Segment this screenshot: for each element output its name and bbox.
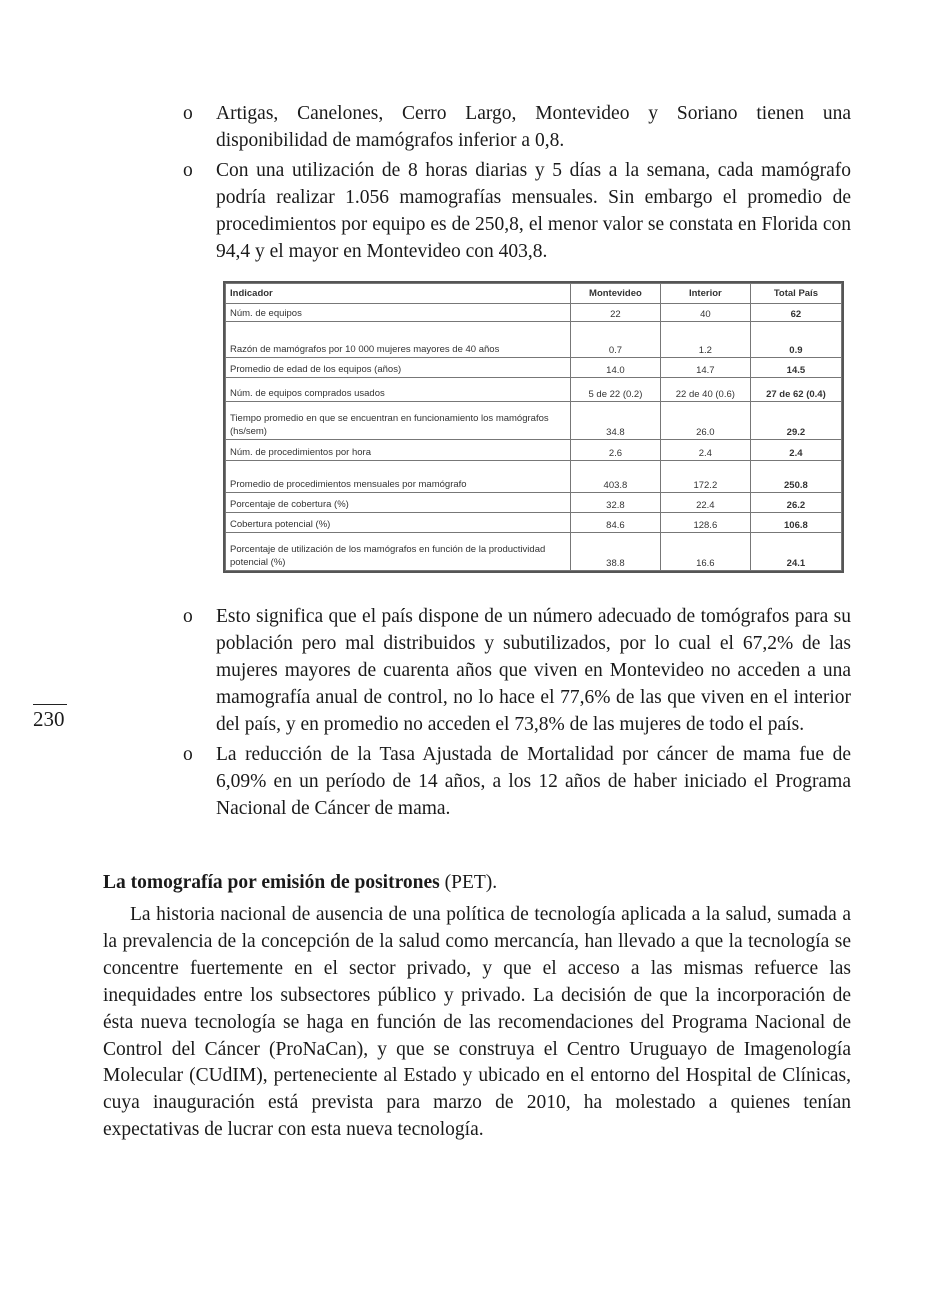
col-header-montevideo: Montevideo	[570, 284, 660, 304]
indicator-cell: Núm. de equipos	[226, 304, 571, 322]
interior-cell: 40	[660, 304, 750, 322]
total-cell: 0.9	[750, 322, 841, 358]
body-paragraph: La historia nacional de ausencia de una política de tecnología aplicada a la salud, sumada a la prevalencia de la concepción de la salud como mercancía, han llevado a que la tecnología se concentre fuertemente en el sector privado, y que el acceso a las mismas refuerce las inequidades entre los subsectores público y privado. La decisión de que la incorporación de ésta nueva tecnología se haga en función de las recomendaciones del Programa Nacional de Control del Cáncer (ProNaCan), y que se construya el Centro Uruguayo de Imagenología Molecular (CUdIM), perteneciente al Estado y ubicado en el entorno del Hospital de Clínicas, cuya inauguración está prevista para marzo de 2010, ha molestado a quienes tenían expectativas de lucrar con esta nueva tecnología.	[103, 904, 851, 1141]
col-header-indicator: Indicador	[226, 284, 571, 304]
indicators-table	[225, 283, 842, 571]
interior-cell: 2.4	[660, 440, 750, 460]
indicator-cell: Razón de mamógrafos por 10 000 mujeres mayores de 40 años	[226, 322, 571, 358]
total-cell: 24.1	[750, 532, 841, 570]
indicator-cell: Núm. de procedimientos por hora	[226, 440, 571, 460]
total-cell: 250.8	[750, 460, 841, 492]
bullet-list-bottom	[183, 603, 851, 825]
interior-cell: 14.7	[660, 358, 750, 378]
col-header-total: Total País	[750, 284, 841, 304]
table-row	[226, 492, 842, 512]
bullet-item	[183, 157, 851, 265]
bullet-item	[183, 100, 851, 154]
bullet-item	[183, 603, 851, 738]
montevideo-cell: 84.6	[570, 512, 660, 532]
total-cell: 106.8	[750, 512, 841, 532]
total-cell: 2.4	[750, 440, 841, 460]
indicator-cell: Porcentaje de utilización de los mamógrafos en función de la productividad potencial (%)	[226, 532, 571, 570]
bullet-text: Esto significa que el país dispone de un número adecuado de tomógrafos para su población pero mal distribuidos y subutilizados, por lo cual el 67,2% de las mujeres mayores de cuarenta años que viven en Montevideo no acceden a una mamografía anual de control, no lo hace el 77,6% de las que viven en el interior del país, y en promedio no acceden el 73,8% de las mujeres de todo el país.	[216, 606, 851, 735]
montevideo-cell: 32.8	[570, 492, 660, 512]
total-cell: 27 de 62 (0.4)	[750, 378, 841, 402]
montevideo-cell: 403.8	[570, 460, 660, 492]
indicator-cell: Núm. de equipos comprados usados	[226, 378, 571, 402]
table-row	[226, 322, 842, 358]
interior-cell: 128.6	[660, 512, 750, 532]
table-row	[226, 402, 842, 440]
interior-cell: 172.2	[660, 460, 750, 492]
table-header-row	[226, 284, 842, 304]
table-row	[226, 378, 842, 402]
table-row	[226, 460, 842, 492]
indicator-cell: Porcentaje de cobertura (%)	[226, 492, 571, 512]
indicators-table-image	[223, 281, 844, 573]
montevideo-cell: 2.6	[570, 440, 660, 460]
total-cell: 26.2	[750, 492, 841, 512]
page-number: 230	[33, 707, 65, 731]
indicator-cell: Promedio de edad de los equipos (años)	[226, 358, 571, 378]
interior-cell: 22.4	[660, 492, 750, 512]
indicator-cell: Promedio de procedimientos mensuales por mamógrafo	[226, 460, 571, 492]
col-header-interior: Interior	[660, 284, 750, 304]
montevideo-cell: 5 de 22 (0.2)	[570, 378, 660, 402]
interior-cell: 16.6	[660, 532, 750, 570]
section-heading-text: La tomografía por emisión de positrones	[103, 872, 440, 893]
interior-cell: 1.2	[660, 322, 750, 358]
section-heading	[103, 872, 497, 894]
bullet-item	[183, 741, 851, 822]
montevideo-cell: 38.8	[570, 532, 660, 570]
table-row	[226, 512, 842, 532]
table-row	[226, 532, 842, 570]
page-number-rule	[33, 704, 67, 705]
section-heading-tail: (PET).	[439, 872, 498, 893]
bullet-marker: o	[183, 744, 193, 765]
bullet-list-top	[183, 100, 851, 268]
bullet-text: La reducción de la Tasa Ajustada de Mortalidad por cáncer de mama fue de 6,09% en un período de 14 años, a los 12 años de haber iniciado el Programa Nacional de Cáncer de mama.	[216, 744, 851, 819]
bullet-text: Con una utilización de 8 horas diarias y 5 días a la semana, cada mamógrafo podría realizar 1.056 mamografías mensuales. Sin embargo el promedio de procedimientos por equipo es de 250,8, el menor valor se constata en Florida con 94,4 y el mayor en Montevideo con 403,8.	[216, 160, 851, 262]
indicator-cell: Cobertura potencial (%)	[226, 512, 571, 532]
interior-cell: 22 de 40 (0.6)	[660, 378, 750, 402]
interior-cell: 26.0	[660, 402, 750, 440]
total-cell: 29.2	[750, 402, 841, 440]
montevideo-cell: 0.7	[570, 322, 660, 358]
bullet-marker: o	[183, 606, 193, 627]
table-row	[226, 358, 842, 378]
total-cell: 62	[750, 304, 841, 322]
bullet-text: Artigas, Canelones, Cerro Largo, Montevideo y Soriano tienen una disponibilidad de mamógrafos inferior a 0,8.	[216, 103, 851, 151]
montevideo-cell: 34.8	[570, 402, 660, 440]
montevideo-cell: 22	[570, 304, 660, 322]
bullet-marker: o	[183, 160, 193, 181]
montevideo-cell: 14.0	[570, 358, 660, 378]
bullet-marker: o	[183, 103, 193, 124]
table-row	[226, 440, 842, 460]
total-cell: 14.5	[750, 358, 841, 378]
table-row	[226, 304, 842, 322]
indicator-cell: Tiempo promedio en que se encuentran en funcionamiento los mamógrafos (hs/sem)	[226, 402, 571, 440]
